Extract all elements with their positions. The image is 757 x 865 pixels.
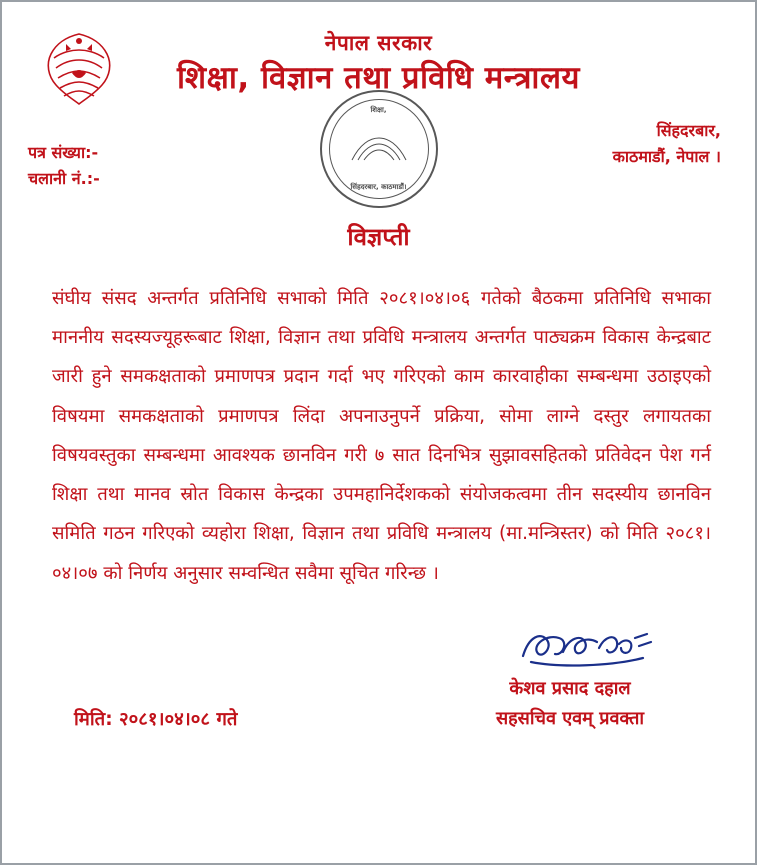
letter-reference-block bbox=[28, 140, 100, 191]
signature-block bbox=[445, 622, 695, 735]
seal-top-text: शिक्षा, bbox=[370, 106, 387, 114]
signatory-name: केशव प्रसाद दहाल bbox=[509, 677, 631, 699]
dispatch-number-label: चलानी नं.:- bbox=[28, 168, 100, 188]
nepal-government-emblem-icon bbox=[36, 28, 122, 114]
address-line-1: सिंहदरबार, bbox=[656, 121, 721, 140]
document-inner bbox=[2, 2, 755, 863]
body-paragraph: संघीय संसद अन्तर्गत प्रतिनिधि सभाको मिति २०८१।०४।०६ गतेको बैठकमा प्रतिनिधि सभाका माननीय सदस्यज्यूहरूबाट शिक्षा, विज्ञान तथा प्रविधि मन्त्रालय अन्तर्गत पाठ्यक्रम विकास केन्द्रबाट जारी हुने समकक्षताको प्रमाणपत्र प्रदान गर्दा भए गरिएको काम कारवाहीका सम्बन्धमा उठाइएको विषयमा समकक्षताको प्रमाणपत्र लिंदा अपनाउनुपर्ने प्रक्रिया, सोमा लाग्ने दस्तुर लगायतका विषयवस्तुका सम्बन्धमा आवश्यक छानविन गरी ७ सात दिनभित्र सुझावसहितको प्रतिवेदन पेश गर्न शिक्षा तथा मानव स्रोत विकास केन्द्रका उपमहानिर्देशकको संयोजकत्वमा तीन सदस्यीय छानविन समिति गठन गरिएको व्यहोरा शिक्षा, विज्ञान तथा प्रविधि मन्त्रालय (मा.मन्त्रिस्तर) को मिति २०८१।०४।०७ को निर्णय अनुसार सम्वन्धित सवैमा सूचित गरिन्छ । bbox=[52, 288, 711, 584]
address-line-2: काठमाडौं, नेपाल । bbox=[612, 146, 721, 166]
document-body bbox=[52, 279, 711, 593]
letterhead-text bbox=[28, 16, 729, 95]
document-date: मिति: २०८१।०४।०८ गते bbox=[74, 709, 238, 730]
letter-meta bbox=[28, 121, 729, 196]
ministry-name: शिक्षा, विज्ञान तथा प्रविधि मन्त्रालय bbox=[177, 60, 580, 97]
handwritten-signature-icon bbox=[445, 622, 695, 674]
office-address-block bbox=[613, 118, 721, 169]
seal-bottom-text: सिंहदरबार, काठमाडौं। bbox=[350, 183, 407, 192]
document-title: विज्ञप्ती bbox=[347, 223, 410, 251]
government-name: नेपाल सरकार bbox=[324, 31, 433, 55]
signatory-designation: सहसचिव एवम् प्रवक्ता bbox=[495, 708, 645, 730]
letter-number-label: पत्र संख्या:- bbox=[28, 143, 99, 162]
